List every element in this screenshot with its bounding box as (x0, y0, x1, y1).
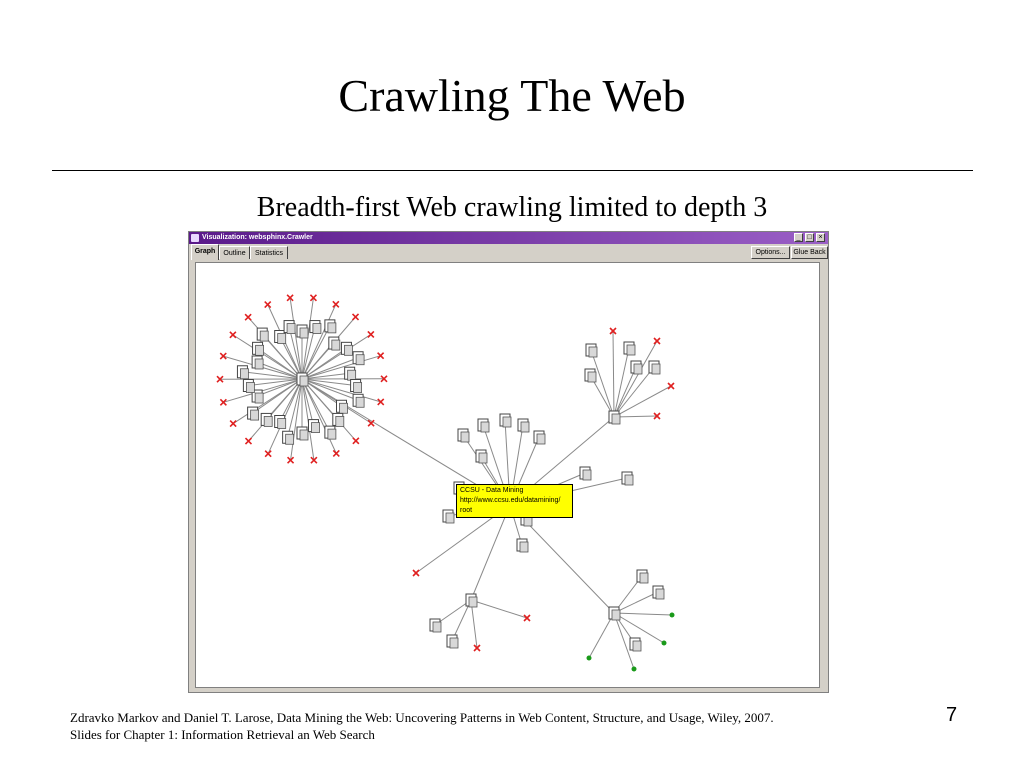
crawl-graph[interactable] (196, 263, 819, 687)
page-node-icon[interactable] (517, 539, 528, 552)
page-node-icon[interactable] (478, 419, 489, 432)
tooltip-depth: root (460, 507, 473, 514)
failed-link-icon[interactable] (654, 338, 660, 344)
graph-edge (471, 600, 527, 618)
page-node-icon[interactable] (637, 570, 648, 583)
graph-edge (614, 367, 636, 417)
page-node-icon[interactable] (609, 607, 620, 620)
page-node-icon[interactable] (630, 638, 641, 651)
failed-link-icon[interactable] (220, 353, 226, 359)
page-node-icon[interactable] (345, 367, 356, 380)
graph-edge (614, 367, 654, 417)
page-node-icon[interactable] (631, 361, 642, 374)
failed-link-icon[interactable] (230, 332, 236, 338)
page-node-icon[interactable] (649, 361, 660, 374)
graph-canvas[interactable] (195, 262, 820, 688)
tab-bar (189, 244, 828, 260)
failed-link-icon[interactable] (378, 353, 384, 359)
slide-subtitle: Breadth-first Web crawling limited to depth 3 (256, 192, 768, 223)
failed-link-icon[interactable] (413, 570, 419, 576)
failed-link-icon[interactable] (265, 302, 271, 308)
failed-link-icon[interactable] (353, 314, 359, 320)
page-node-icon[interactable] (297, 373, 308, 386)
tab-outline[interactable]: Outline (219, 246, 250, 259)
page-node-icon[interactable] (447, 635, 458, 648)
graph-edge (302, 356, 381, 379)
page-node-icon[interactable] (609, 411, 620, 424)
failed-link-icon[interactable] (220, 399, 226, 405)
page-node-icon[interactable] (325, 320, 336, 333)
graph-edge (614, 348, 629, 417)
page-node-icon[interactable] (284, 321, 295, 334)
failed-link-icon[interactable] (333, 301, 339, 307)
failed-link-icon[interactable] (245, 314, 251, 320)
failed-link-icon[interactable] (333, 450, 339, 456)
page-node-icon[interactable] (261, 413, 272, 426)
crawler-visualization-window (188, 231, 829, 693)
page-node-icon[interactable] (308, 420, 319, 433)
page-node-icon[interactable] (337, 400, 348, 413)
maximize-button[interactable]: □ (805, 233, 814, 242)
graph-edge (614, 416, 657, 417)
page-node-icon[interactable] (325, 426, 336, 439)
page-node-icon[interactable] (353, 352, 364, 365)
graph-edge (613, 331, 614, 417)
page-node-icon[interactable] (534, 431, 545, 444)
footer-citation (70, 709, 774, 743)
page-node-icon[interactable] (351, 380, 362, 393)
footer-citation-line1: Zdravko Markov and Daniel T. Larose, Data Mining the Web: Uncovering Patterns in Web Content, Structure, and Usage, Wiley, 2007. (70, 710, 774, 725)
failed-link-icon[interactable] (353, 438, 359, 444)
ok-link-icon (670, 613, 675, 618)
page-node-icon[interactable] (341, 342, 352, 355)
page-node-icon[interactable] (310, 321, 321, 334)
app-icon (191, 234, 199, 242)
failed-link-icon[interactable] (368, 331, 374, 337)
minimize-button[interactable]: _ (794, 233, 803, 242)
node-tooltip (456, 484, 573, 518)
options-button[interactable]: Options... (751, 246, 790, 259)
close-button[interactable]: × (816, 233, 825, 242)
page-node-icon[interactable] (283, 431, 294, 444)
failed-link-icon[interactable] (245, 438, 251, 444)
page-node-icon[interactable] (248, 407, 259, 420)
footer-citation-line2: Slides for Chapter 1: Information Retrieval an Web Search (70, 727, 375, 742)
page-node-icon[interactable] (297, 325, 308, 338)
page-node-icon[interactable] (257, 328, 268, 341)
page-node-icon[interactable] (443, 510, 454, 523)
title-divider (52, 170, 973, 171)
failed-link-icon[interactable] (265, 451, 271, 457)
page-node-icon[interactable] (476, 450, 487, 463)
page-node-icon[interactable] (466, 594, 477, 607)
tooltip-title: CCSU - Data Mining (460, 487, 524, 494)
failed-link-icon[interactable] (524, 615, 530, 621)
failed-link-icon[interactable] (668, 383, 674, 389)
page-node-icon[interactable] (518, 419, 529, 432)
page-node-icon[interactable] (430, 619, 441, 632)
page-node-icon[interactable] (500, 414, 511, 427)
graph-edge (614, 592, 658, 613)
page-node-icon[interactable] (458, 429, 469, 442)
window-titlebar[interactable] (189, 232, 828, 244)
tab-graph[interactable]: Graph (191, 244, 219, 260)
page-node-icon[interactable] (275, 416, 286, 429)
failed-link-icon[interactable] (230, 421, 236, 427)
page-node-icon[interactable] (585, 369, 596, 382)
ok-link-icon (662, 641, 667, 646)
slide-title: Crawling The Web (338, 70, 686, 121)
page-node-icon[interactable] (353, 394, 364, 407)
page-node-icon[interactable] (653, 586, 664, 599)
page-node-icon[interactable] (622, 472, 633, 485)
page-node-icon[interactable] (580, 467, 591, 480)
failed-link-icon[interactable] (378, 399, 384, 405)
graph-edge (302, 379, 381, 402)
graph-edge (614, 613, 672, 615)
page-node-icon[interactable] (333, 413, 344, 426)
page-node-icon[interactable] (624, 342, 635, 355)
graph-edge (589, 613, 614, 658)
page-number: 7 (946, 704, 958, 726)
window-title: Visualization: websphinx.Crawler (202, 234, 313, 241)
ok-link-icon (632, 667, 637, 672)
page-node-icon[interactable] (586, 344, 597, 357)
tooltip-url: http://www.ccsu.edu/datamining/ (460, 497, 561, 504)
page-node-icon[interactable] (252, 356, 263, 369)
page-node-icon[interactable] (243, 380, 254, 393)
glue-back-button[interactable]: Glue Back (791, 246, 828, 259)
page-node-icon[interactable] (297, 427, 308, 440)
tab-statistics[interactable]: Statistics (250, 246, 288, 259)
page-node-icon[interactable] (329, 337, 340, 350)
page-node-icon[interactable] (253, 342, 264, 355)
ok-link-icon (587, 656, 592, 661)
page-node-icon[interactable] (237, 366, 248, 379)
